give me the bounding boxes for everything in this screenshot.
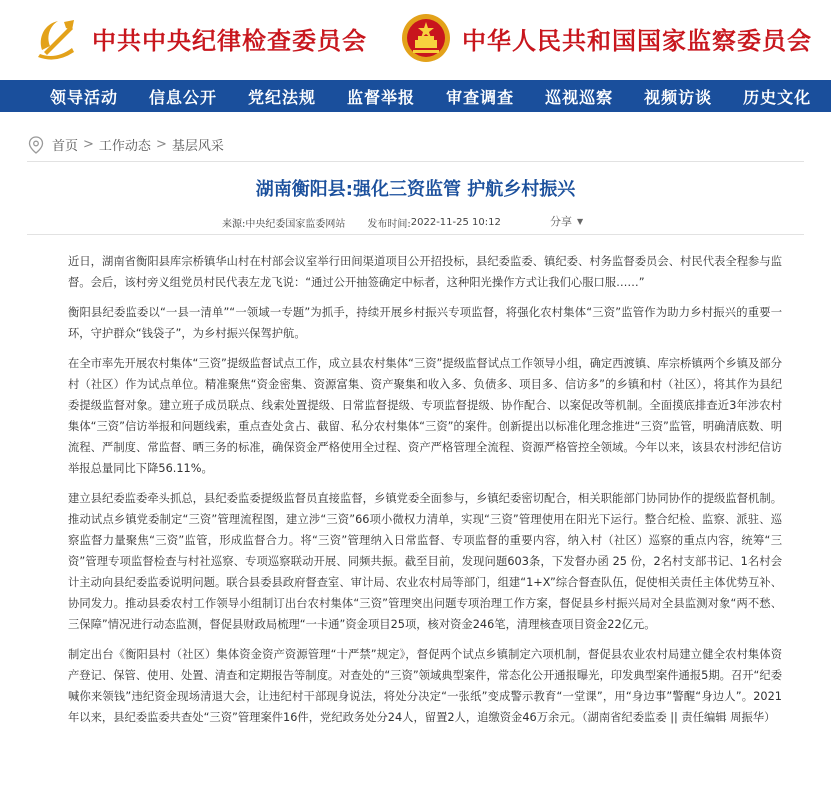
national-emblem-icon xyxy=(400,12,452,64)
nav-item-video[interactable]: 视频访谈 xyxy=(644,87,713,107)
breadcrumb-grassroots[interactable]: 基层风采 xyxy=(171,139,224,154)
source-label: 来源: xyxy=(222,219,246,230)
time-value: 2022-11-25 10:12 xyxy=(410,217,501,228)
meta-divider xyxy=(27,234,804,235)
article-meta xyxy=(222,215,501,230)
share-label: 分享 xyxy=(550,215,572,228)
nav-item-history[interactable]: 历史文化 xyxy=(743,87,812,107)
article-body xyxy=(68,251,782,737)
nsc-title: 中华人民共和国国家监察委员会 xyxy=(462,25,812,55)
nsc-brand[interactable] xyxy=(400,12,812,64)
ccdi-brand[interactable] xyxy=(30,12,367,64)
nav-item-report[interactable]: 监督举报 xyxy=(347,87,416,107)
share-button[interactable] xyxy=(550,213,583,229)
breadcrumb-separator: > xyxy=(83,137,94,152)
breadcrumb-separator: > xyxy=(155,137,167,152)
article-paragraph: 衡阳县纪委监委以“一县一清单”“一领域一专题”为抓手，持续开展乡村振兴专项监督，将强化农村集体“三资”监管作为助力乡村振兴的重要一环，守护群众“钱袋子”，为乡村振兴保驾护航。 xyxy=(68,306,782,340)
breadcrumb-work-news[interactable]: 工作动态 xyxy=(98,139,151,154)
nav-item-regulations[interactable]: 党纪法规 xyxy=(248,87,317,107)
nav-item-inspection[interactable]: 巡视巡察 xyxy=(545,87,614,107)
chevron-down-icon: ▼ xyxy=(577,216,584,226)
party-emblem-icon xyxy=(30,12,82,64)
breadcrumb xyxy=(28,135,224,154)
time-label: 发布时间: xyxy=(367,219,411,230)
breadcrumb-home[interactable]: 首页 xyxy=(52,139,79,154)
breadcrumb-divider xyxy=(27,161,804,162)
nav-item-disclosure[interactable]: 信息公开 xyxy=(149,87,218,107)
site-header xyxy=(0,0,831,80)
article-paragraph: 在全市率先开展农村集体“三资”提级监督试点工作，成立县农村集体“三资”提级监督试点工作领导小组，确定西渡镇、库宗桥镇两个乡镇及部分村（社区）作为试点单位。精准聚焦“资金密集、资源富集、资产聚集和收入多、负债多、项目多、信访多”的乡镇和村（社区），将其作为县纪委提级监督对象。建立班子成员联点、线索处置提级、日常监督提级、专项监督提级、协作配合、以案促改等机制。全面摸底排查近3年涉农村集体“三资”信访举报和问题线索，重点查处贪占、截留、私分农村集体“三资”的案件。创新提出以标准化理念推进“三资”监管，明确清底数、明流程、严制度、常监督、晒三务的标准，确保资金严格使用全过程、资产严格管理全流程、资源严格管控全领域。今年以来，该县农村涉纪信访举报总量同比下降56.11%。 xyxy=(68,357,782,475)
article-paragraph: 近日，湖南省衡阳县库宗桥镇华山村在村部会议室举行田间渠道项目公开招投标，县纪委监委、镇纪委、村务监督委员会、村民代表全程参与监督。会后，该村旁义组党员村民代表左龙飞说：“通过公开抽签确定中标者，这种阳光操作方式让我们心服口服……” xyxy=(68,255,782,289)
nav-item-investigation[interactable]: 审查调查 xyxy=(446,87,515,107)
ccdi-title: 中共中央纪律检查委员会 xyxy=(92,25,367,55)
article-paragraph: 制定出台《衡阳县村（社区）集体资金资产资源管理“十严禁”规定》，督促两个试点乡镇制定六项机制，督促县农业农村局建立健全农村集体资产登记、保管、使用、处置、清查和定期报告等制度。对查处的“三资”领域典型案件，常态化公开通报曝光，印发典型案件通报5期。召开“纪委喊你来领钱”违纪资金现场清退大会，让违纪村干部现身说法，将处分决定“一张纸”变成警示教育“一堂课”，用“身边事”警醒“身边人”。2021年以来，县纪委监委共查处“三资”管理案件16件，党纪政务处分24人，留置2人，追缴资金46万余元。（湖南省纪委监委 || 责任编辑 周振华） xyxy=(68,648,782,724)
location-icon xyxy=(28,136,44,154)
article-title: 湖南衡阳县:强化三资监管 护航乡村振兴 xyxy=(255,179,576,200)
nav-item-leadership[interactable]: 领导活动 xyxy=(50,87,119,107)
article-paragraph: 建立县纪委监委牵头抓总，县纪委监委提级监督员直接监督，乡镇党委全面参与，乡镇纪委密切配合，相关职能部门协同协作的提级监督机制。推动试点乡镇党委制定“三资”管理流程图，建立涉“三资”66项小微权力清单，实现“三资”管理使用在阳光下运行。整合纪检、监察、派驻、巡察监督力量聚焦“三资”监管，形成监督合力。将“三资”管理纳入日常监督、专项监督的重要内容，纳入村（社区）巡察的重点内容，统筹“三资”管理专项监督检查与村社巡察、专项巡察联动开展、同频共振。截至目前，发现问题603条，下发督办函 25 份，2名村支部书记、1名村会计主动向县纪委监委说明问题。联合县委县政府督查室、审计局、农业农村局等部门，组建“1+X”综合督查队伍，促使相关责任主体优势互补、协同发力。推动县委农村工作领导小组制订出台农村集体“三资”管理突出问题专项治理工作方案，督促县乡村振兴局对全县监测对象“两不愁、三保障”情况进行动态监测，督促县财政局梳理“一卡通”资金项目25项，核对资金246笔，清理核查项目资金22亿元。 xyxy=(68,492,782,631)
main-nav xyxy=(0,80,831,112)
source-value: 中央纪委国家监委网站 xyxy=(245,219,346,230)
